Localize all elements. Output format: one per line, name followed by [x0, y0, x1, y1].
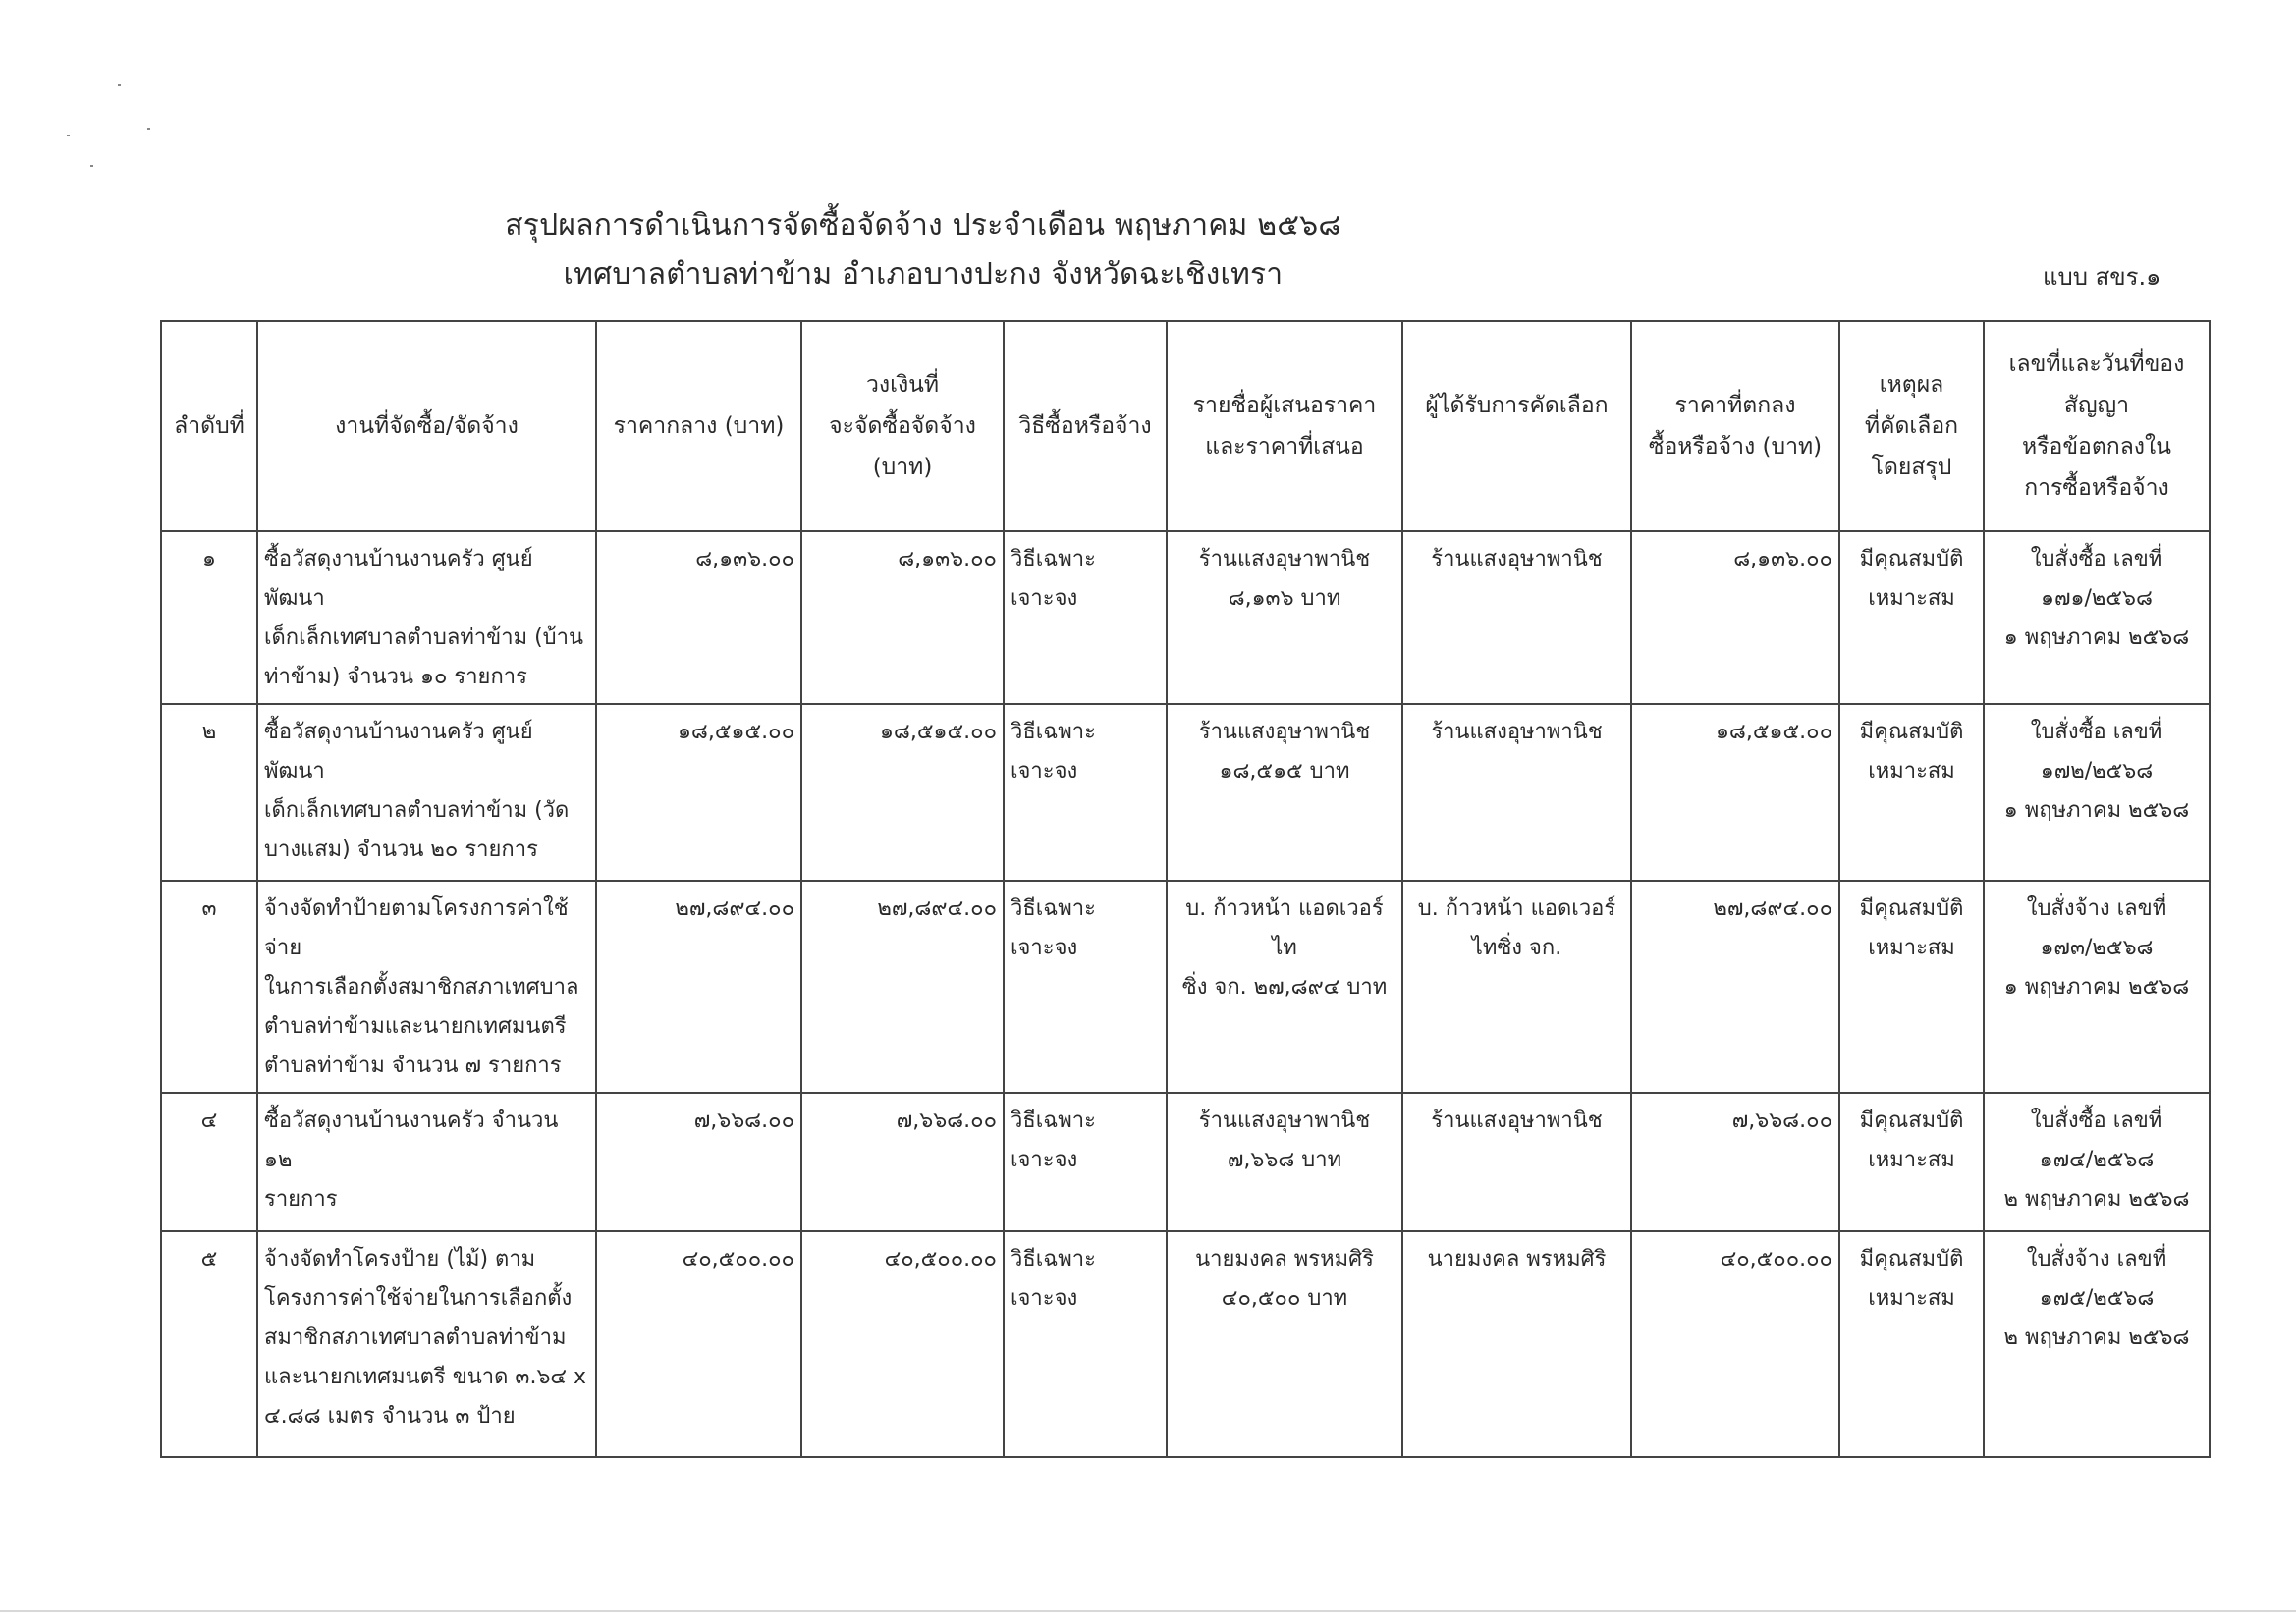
row-number-cell [161, 1093, 257, 1231]
median-price: ๗,๖๖๘.๐๐ [693, 1109, 794, 1133]
selection-reason-cell [1839, 704, 1984, 881]
procurement-method: วิธีเฉพาะเจาะจง [1011, 1247, 1096, 1311]
item-description-cell [257, 704, 596, 881]
header-line: สัญญา [2063, 393, 2130, 418]
item-description-cell [257, 1093, 596, 1231]
budget-amount: ๒๗,๘๙๔.๐๐ [877, 896, 997, 921]
header-line [1409, 426, 1624, 467]
bidders-line: ๗,๖๖๘ บาท [1227, 1148, 1342, 1172]
median-price: ๒๗,๘๙๔.๐๐ [675, 896, 794, 921]
header-line: ราคาที่ตกลง [1674, 393, 1796, 418]
bidders-line: ร้านแสงอุษาพานิช [1198, 547, 1371, 571]
item-description-cell [257, 1231, 596, 1457]
bidders-line: นายมงคล พรหมศิริ [1195, 1247, 1374, 1271]
col-number-header [161, 321, 257, 531]
header-line: รายชื่อผู้เสนอราคา [1192, 393, 1377, 418]
header-line: ลำดับที่ [174, 413, 245, 439]
procurement-method: วิธีเฉพาะเจาะจง [1011, 1109, 1096, 1172]
contract-reference-line: ใบสั่งซื้อ เลขที่ [2030, 1109, 2163, 1133]
selection-reason-line: เหมาะสม [1868, 1286, 1955, 1311]
selected-vendor-cell [1402, 1231, 1631, 1457]
header-line: ซื้อหรือจ้าง (บาท) [1648, 434, 1823, 460]
contract-reference-cell [1984, 1093, 2210, 1231]
selected-vendor-line: ร้านแสงอุษาพานิช [1431, 1109, 1603, 1133]
col-contract-header [1984, 321, 2210, 531]
contract-reference-line: ๑๗๕/๒๕๖๘ [2039, 1286, 2155, 1311]
header-line: งานที่จัดซื้อ/จัดจ้าง [335, 413, 519, 439]
budget-amount-cell [801, 704, 1004, 881]
header-line: ราคากลาง (บาท) [613, 413, 785, 439]
selection-reason-line: เหมาะสม [1868, 759, 1955, 784]
header-line: หรือข้อตกลงใน [2021, 434, 2171, 460]
header-line: โดยสรุป [1871, 455, 1952, 480]
col-method-header [1004, 321, 1167, 531]
selection-reason-cell [1839, 881, 1984, 1093]
contract-reference-line: ใบสั่งจ้าง เลขที่ [2026, 896, 2167, 921]
header-line: (บาท) [872, 455, 933, 480]
bidders-cell [1167, 1093, 1402, 1231]
budget-amount: ๔๐,๕๐๐.๐๐ [884, 1247, 997, 1271]
row-number-cell [161, 1231, 257, 1457]
col-selected-header [1402, 321, 1631, 531]
item-description-line: ตำบลท่าข้ามและนายกเทศมนตรี [264, 1014, 567, 1039]
bidders-cell [1167, 881, 1402, 1093]
bidders-line: ๘,๑๓๖ บาท [1228, 586, 1341, 611]
selected-vendor-line: นายมงคล พรหมศิริ [1427, 1247, 1607, 1271]
item-description-line: ในการเลือกตั้งสมาชิกสภาเทศบาล [264, 975, 579, 1000]
agreed-price: ๘,๑๓๖.๐๐ [1733, 547, 1832, 571]
table-row [161, 881, 2210, 1093]
selection-reason-line: มีคุณสมบัติ [1859, 547, 1964, 571]
header-line: การซื้อหรือจ้าง [2024, 475, 2169, 501]
selected-vendor-cell [1402, 704, 1631, 881]
row-number: ๒ [201, 720, 217, 744]
bidders-line: ซิ่ง จก. ๒๗,๘๙๔ บาท [1181, 975, 1388, 1000]
budget-amount: ๘,๑๓๖.๐๐ [898, 547, 997, 571]
row-number: ๑ [202, 547, 216, 571]
agreed-price: ๗,๖๖๘.๐๐ [1731, 1109, 1832, 1133]
selection-reason-cell [1839, 531, 1984, 704]
item-description-line: เด็กเล็กเทศบาลตำบลท่าข้าม (วัด [264, 798, 570, 823]
header-line: เหตุผล [1879, 372, 1944, 398]
selected-vendor-cell [1402, 531, 1631, 704]
table-header-row [161, 321, 2210, 531]
header-line: ที่คัดเลือก [1864, 413, 1959, 439]
col-median-price-header [596, 321, 801, 531]
procurement-method-cell [1004, 704, 1167, 881]
contract-reference-line: ๑๗๓/๒๕๖๘ [2040, 936, 2154, 960]
item-description-line: ซื้อวัสดุงานบ้านงานครัว จำนวน ๑๒ [264, 1109, 559, 1172]
selected-vendor-line: บ. ก้าวหน้า แอดเวอร์ [1417, 896, 1616, 921]
row-number-cell [161, 704, 257, 881]
title-line-2: เทศบาลตำบลท่าข้าม อำเภอบางปะกง จังหวัดฉะเชิงเทรา [563, 257, 1284, 292]
bidders-line: ร้านแสงอุษาพานิช [1198, 720, 1371, 744]
item-description-line: จ้างจัดทำโครงป้าย (ไม้) ตาม [264, 1247, 536, 1271]
selection-reason-line: เหมาะสม [1868, 1148, 1955, 1172]
budget-amount: ๗,๖๖๘.๐๐ [896, 1109, 997, 1133]
table-row [161, 1231, 2210, 1457]
procurement-summary-table [160, 320, 2211, 1458]
contract-reference-cell [1984, 1231, 2210, 1457]
scan-speck [67, 135, 70, 136]
contract-reference-line: ๒ พฤษภาคม ๒๕๖๘ [2003, 1325, 2190, 1350]
budget-amount-cell [801, 1231, 1004, 1457]
median-price-cell [596, 1093, 801, 1231]
item-description-line: จ้างจัดทำป้ายตามโครงการค่าใช้จ่าย [264, 896, 569, 960]
header-line: ผู้ได้รับการคัดเลือก [1425, 393, 1609, 418]
form-code: แบบ สขร.๑ [2043, 263, 2161, 291]
contract-reference-cell [1984, 704, 2210, 881]
table-body [161, 531, 2210, 1457]
agreed-price-cell [1631, 881, 1839, 1093]
item-description-line: ซื้อวัสดุงานบ้านงานครัว ศูนย์พัฒนา [264, 720, 533, 784]
bidders-cell [1167, 1231, 1402, 1457]
median-price: ๑๘,๕๑๕.๐๐ [677, 720, 794, 744]
procurement-method-cell [1004, 531, 1167, 704]
item-description-line: ซื้อวัสดุงานบ้านงานครัว ศูนย์พัฒนา [264, 547, 533, 611]
item-description-cell [257, 531, 596, 704]
contract-reference-cell [1984, 881, 2210, 1093]
bidders-line: บ. ก้าวหน้า แอดเวอร์ไท [1185, 896, 1384, 960]
row-number: ๕ [200, 1247, 218, 1271]
col-reason-header [1839, 321, 1984, 531]
agreed-price-cell [1631, 1231, 1839, 1457]
procurement-method: วิธีเฉพาะเจาะจง [1011, 896, 1096, 960]
scan-speck [118, 84, 121, 86]
row-number-cell [161, 881, 257, 1093]
bidders-line: ร้านแสงอุษาพานิช [1198, 1109, 1371, 1133]
item-description-line: บางแสม) จำนวน ๒๐ รายการ [264, 838, 538, 862]
selection-reason-line: เหมาะสม [1868, 586, 1955, 611]
selection-reason-line: มีคุณสมบัติ [1859, 896, 1964, 921]
header-line: เลขที่และวันที่ของ [2008, 352, 2185, 377]
selected-vendor-line: ไทซิ่ง จก. [1471, 936, 1562, 960]
selected-vendor-cell [1402, 881, 1631, 1093]
col-agreed-price-header [1631, 321, 1839, 531]
median-price-cell [596, 881, 801, 1093]
selection-reason-line: มีคุณสมบัติ [1859, 1247, 1964, 1271]
row-number: ๓ [201, 896, 217, 921]
row-number: ๔ [200, 1109, 218, 1133]
contract-reference-cell [1984, 531, 2210, 704]
contract-reference-line: ใบสั่งซื้อ เลขที่ [2030, 720, 2163, 744]
page-bottom-rule [0, 1610, 2296, 1612]
budget-amount: ๑๘,๕๑๕.๐๐ [879, 720, 997, 744]
header-line: วิธีซื้อหรือจ้าง [1018, 413, 1152, 439]
col-budget-header [801, 321, 1004, 531]
selection-reason-cell [1839, 1231, 1984, 1457]
contract-reference-line: ๑๗๒/๒๕๖๘ [2040, 759, 2154, 784]
median-price-cell [596, 531, 801, 704]
bidders-line: ๔๐,๕๐๐ บาท [1221, 1286, 1348, 1311]
header-line: จะจัดซื้อจัดจ้าง [829, 413, 976, 439]
contract-reference-line: ๑ พฤษภาคม ๒๕๖๘ [2003, 975, 2190, 1000]
agreed-price-cell [1631, 1093, 1839, 1231]
item-description-line: เด็กเล็กเทศบาลตำบลท่าข้าม (บ้าน [264, 625, 584, 650]
header-line: วงเงินที่ [865, 372, 940, 398]
header-line: และราคาที่เสนอ [1205, 434, 1364, 460]
median-price-cell [596, 1231, 801, 1457]
selection-reason-line: เหมาะสม [1868, 936, 1955, 960]
item-description-line: ท่าข้าม) จำนวน ๑๐ รายการ [264, 665, 527, 689]
contract-reference-line: ๑๗๑/๒๕๖๘ [2041, 586, 2153, 611]
scan-speck [90, 165, 93, 167]
bidders-cell [1167, 531, 1402, 704]
item-description-cell [257, 881, 596, 1093]
agreed-price-cell [1631, 704, 1839, 881]
procurement-method-cell [1004, 1231, 1167, 1457]
selected-vendor-line: ร้านแสงอุษาพานิช [1431, 720, 1603, 744]
budget-amount-cell [801, 881, 1004, 1093]
budget-amount-cell [801, 1093, 1004, 1231]
item-description-line: ตำบลท่าข้าม จำนวน ๗ รายการ [264, 1054, 562, 1078]
procurement-method: วิธีเฉพาะเจาะจง [1011, 547, 1096, 611]
agreed-price-cell [1631, 531, 1839, 704]
item-description-line: โครงการค่าใช้จ่ายในการเลือกตั้ง [264, 1286, 573, 1311]
agreed-price: ๔๐,๕๐๐.๐๐ [1720, 1247, 1832, 1271]
table-row [161, 704, 2210, 881]
item-description-line: รายการ [264, 1187, 338, 1212]
contract-reference-line: ๑ พฤษภาคม ๒๕๖๘ [2003, 798, 2190, 823]
bidders-cell [1167, 704, 1402, 881]
contract-reference-line: ใบสั่งซื้อ เลขที่ [2030, 547, 2163, 571]
median-price: ๘,๑๓๖.๐๐ [695, 547, 794, 571]
selection-reason-line: มีคุณสมบัติ [1859, 1109, 1964, 1133]
item-description-line: สมาชิกสภาเทศบาลตำบลท่าข้าม [264, 1325, 567, 1350]
selected-vendor-cell [1402, 1093, 1631, 1231]
procurement-method-cell [1004, 881, 1167, 1093]
agreed-price: ๑๘,๕๑๕.๐๐ [1715, 720, 1832, 744]
table-row [161, 531, 2210, 704]
scan-speck [147, 128, 150, 130]
table-row [161, 1093, 2210, 1231]
contract-reference-line: ๑๗๔/๒๕๖๘ [2039, 1148, 2155, 1172]
budget-amount-cell [801, 531, 1004, 704]
document-title [0, 201, 1846, 299]
selected-vendor-line: ร้านแสงอุษาพานิช [1431, 547, 1603, 571]
selection-reason-line: มีคุณสมบัติ [1859, 720, 1964, 744]
contract-reference-line: ๑ พฤษภาคม ๒๕๖๘ [2003, 625, 2190, 650]
median-price: ๔๐,๕๐๐.๐๐ [682, 1247, 794, 1271]
procurement-method-cell [1004, 1093, 1167, 1231]
col-bidders-header [1167, 321, 1402, 531]
item-description-line: และนายกเทศมนตรี ขนาด ๓.๖๔ x [264, 1365, 587, 1389]
bidders-line: ๑๘,๕๑๕ บาท [1219, 759, 1350, 784]
row-number-cell [161, 531, 257, 704]
selection-reason-cell [1839, 1093, 1984, 1231]
procurement-method: วิธีเฉพาะเจาะจง [1011, 720, 1096, 784]
median-price-cell [596, 704, 801, 881]
contract-reference-line: ๒ พฤษภาคม ๒๕๖๘ [2003, 1187, 2190, 1212]
title-line-1: สรุปผลการดำเนินการจัดซื้อจัดจ้าง ประจำเดือน พฤษภาคม ๒๕๖๘ [505, 208, 1341, 243]
agreed-price: ๒๗,๘๙๔.๐๐ [1713, 896, 1832, 921]
col-item-header [257, 321, 596, 531]
item-description-line: ๔.๘๘ เมตร จำนวน ๓ ป้าย [264, 1404, 516, 1429]
contract-reference-line: ใบสั่งจ้าง เลขที่ [2026, 1247, 2167, 1271]
